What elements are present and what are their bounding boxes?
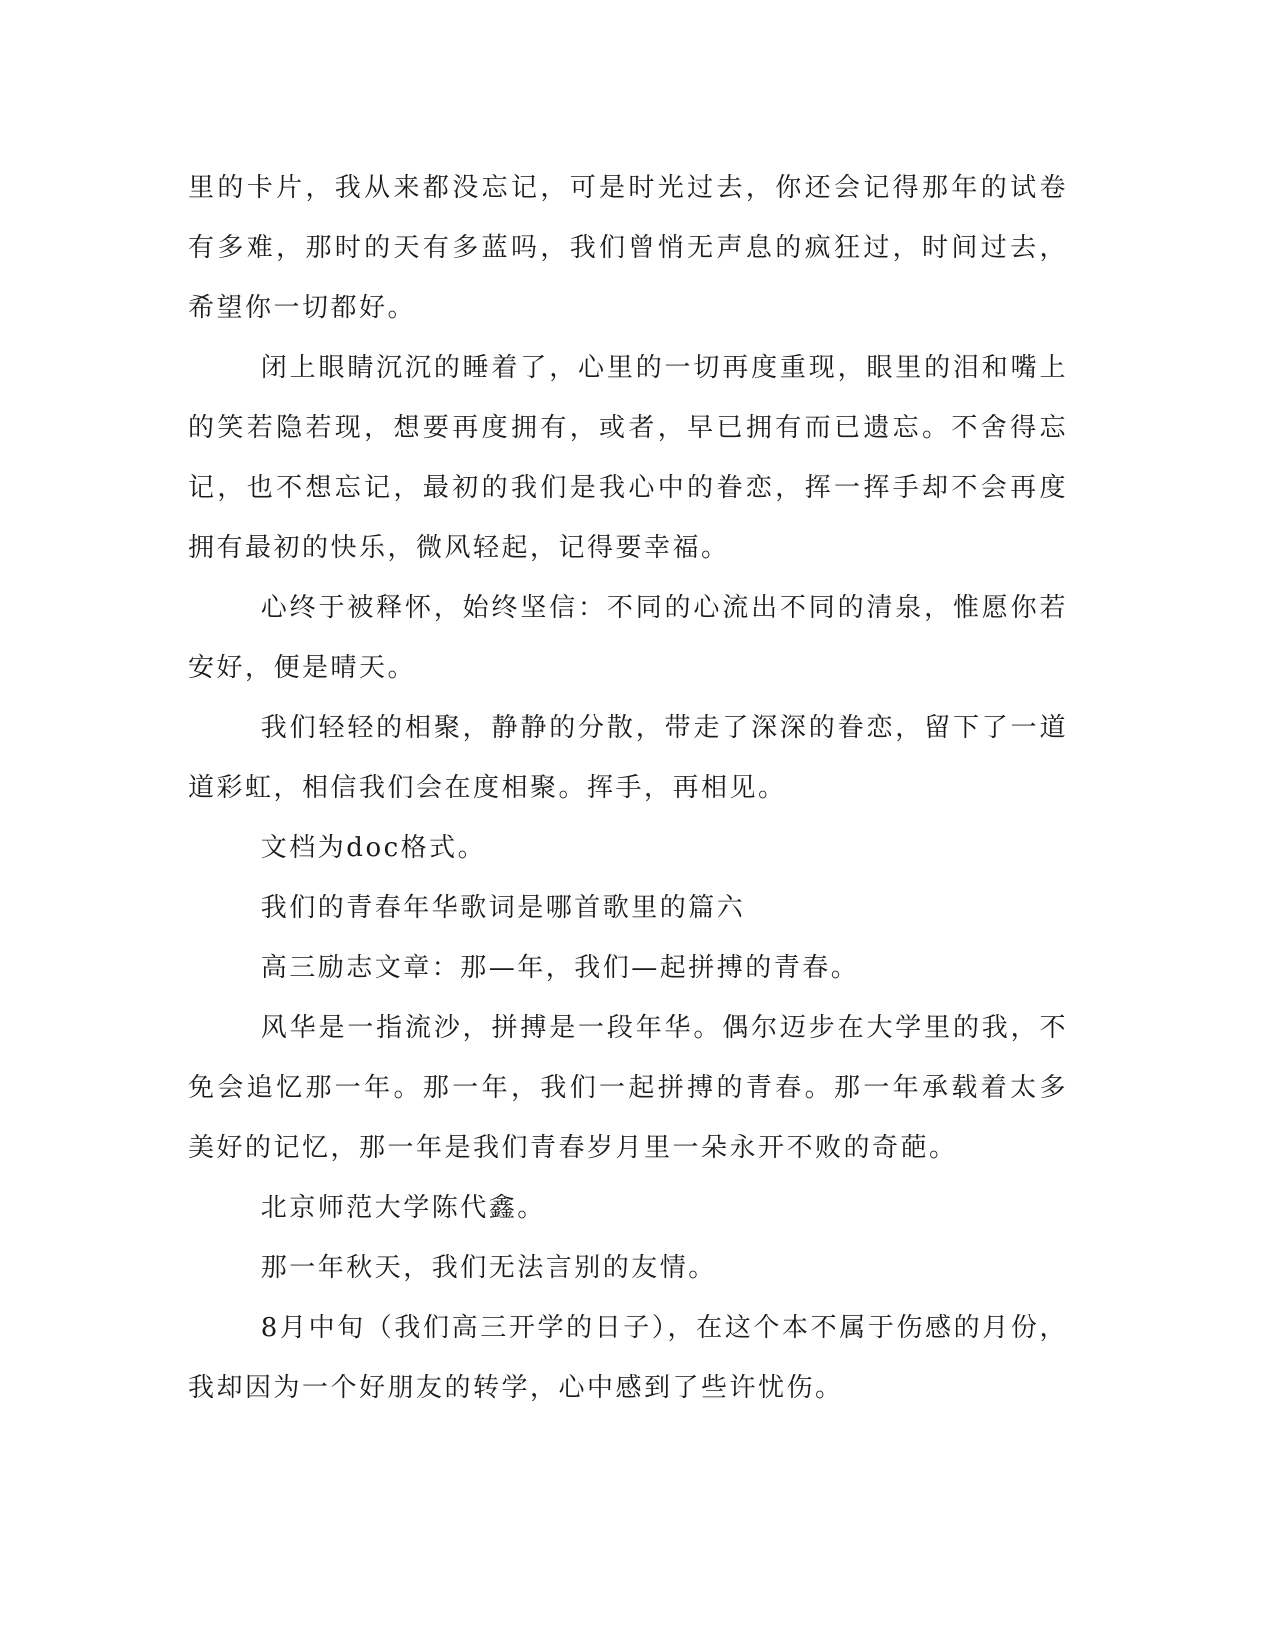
paragraph-2: 闭上眼睛沉沉的睡着了，心里的一切再度重现，眼里的泪和嘴上的笑若隐若现，想要再度拥有，或者，早已拥有而已遗忘。不舍得忘记，也不想忘记，最初的我们是我心中的眷恋，挥一挥手却不会再度拥有最初的快乐，微风轻起，记得要幸福。	[188, 353, 1068, 563]
paragraph-8: 风华是一指流沙，拼搏是一段年华。偶尔迈步在大学里的我，不免会追忆那一年。那一年，我们一起拼搏的青春。那一年承载着太多美好的记忆，那一年是我们青春岁月里一朵永开不败的奇葩。	[188, 1013, 1068, 1163]
paragraph-3: 心终于被释怀，始终坚信：不同的心流出不同的清泉，惟愿你若安好，便是晴天。	[188, 593, 1068, 683]
paragraph-1: 里的卡片，我从来都没忘记，可是时光过去，你还会记得那年的试卷有多难，那时的天有多蓝吗，我们曾悄无声息的疯狂过，时间过去，希望你一切都好。	[188, 173, 1068, 323]
paragraph-4: 我们轻轻的相聚，静静的分散，带走了深深的眷恋，留下了一道道彩虹，相信我们会在度相聚。挥手，再相见。	[188, 713, 1068, 803]
document-body	[188, 158, 1068, 1418]
paragraph-6: 我们的青春年华歌词是哪首歌里的篇六	[260, 893, 746, 923]
paragraph-5: 文档为doc格式。	[260, 833, 487, 863]
paragraph-9: 北京师范大学陈代鑫。	[260, 1193, 546, 1223]
paragraph-10: 那一年秋天，我们无法言别的友情。	[260, 1253, 717, 1283]
paragraph-7: 高三励志文章：那—年，我们—起拼搏的青春。	[260, 953, 860, 983]
paragraph-11: 8月中旬（我们高三开学的日子），在这个本不属于伤感的月份，我却因为一个好朋友的转学，心中感到了些许忧伤。	[188, 1313, 1068, 1403]
